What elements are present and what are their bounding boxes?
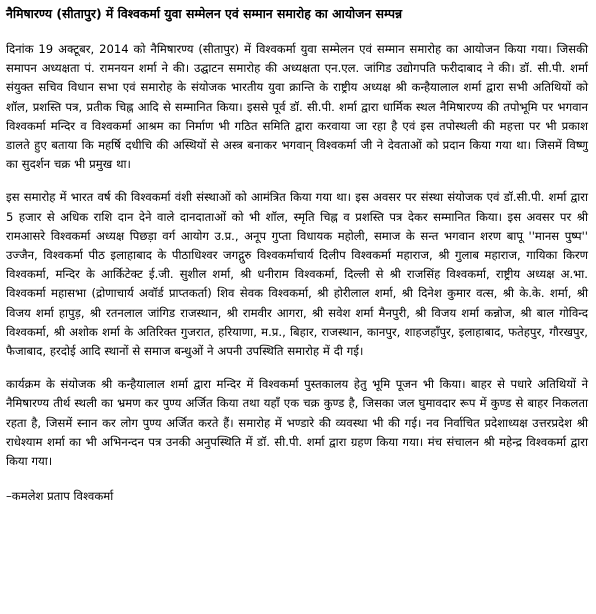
article-paragraph-1: दिनांक 19 अक्टूबर, 2014 को नैमिषारण्य (सीतापुर) में विश्वकर्मा युवा सम्मेलन एवं सम्मान समारोह का आयोजन किया गया। जिसकी समापन अध्यक्षता पं. रामनयन शर्मा ने की। उद्घाटन समारोह की अध्यक्षता एन.एल. जांगिड उद्योगपति फरीदाबाद ने की। डॉ. सी.पी. शर्मा संयुक्त सचिव विधान सभा एवं समारोह के संयोजक भारतीय युवा क्रान्ति के राष्ट्रीय अध्यक्ष श्री कन्हैयालाल शर्मा द्वारा सभी अतिथियों को शॉल, प्रशस्ति पत्र, प्रतीक चिह्न आदि से सम्मानित किया। इससे पूर्व डॉ. सी.पी. शर्मा द्वारा धार्मिक स्थल नैमिषारण्य की तपोभूमि पर भगवान विश्वकर्मा मन्दिर व विश्वकर्मा आश्रम का निर्माण भी गठित समिति द्वारा करवाया जा रहा है एवं इस तपोस्थली की महत्ता पर भी प्रकाश डालते हुए बताया कि महर्षि दधीचि की अस्थियों से अस्त्र बनाकर भगवान् विश्वकर्मा जी ने देवताओं को प्रदान किया गया था। जिसमें विष्णु का सुदर्शन चक्र भी प्रमुख था।: [6, 42, 588, 172]
author-signature: –कमलेश प्रताप विश्वकर्मा: [6, 489, 114, 504]
article-paragraph-2: इस समारोह में भारत वर्ष की विश्वकर्मा वंशी संस्थाओं को आमंत्रित किया गया था। इस अवसर पर संस्था संयोजक एवं डॉ.सी.पी. शर्मा द्वारा 5 हजार से अधिक राशि दान देने वाले दानदाताओं को भी शॉल, स्मृति चिह्न व प्रशस्ति पत्र देकर सम्मानित किया। इस अवसर पर श्री रामआसरे विश्वकर्मा अध्यक्ष पिछड़ा वर्ग आयोग उ.प्र., अनूप गुप्ता विधायक महोली, समाज के सन्त भगवान शरण बापू ''मानस पुष्प'' उज्जैन, विश्वकर्मा पीठ इलाहाबाद के पीठाधिश्वर जगद्गुरु विश्वकर्माचार्य दिलीप विश्वकर्मा महाराज, श्री गुलाब महाराज, गायिका किरण विश्वकर्मा, मन्दिर के आर्किटेक्ट ई.जी. सुशील शर्मा, श्री धनीराम विश्वकर्मा, दिल्ली से श्री राजसिंह विश्वकर्मा, राष्ट्रीय अध्यक्ष अ.भा. विश्वकर्मा महासभा (द्रोणाचार्य अवॉर्ड प्राप्तकर्ता) शिव सेवक विश्वकर्मा, श्री होरीलाल शर्मा, श्री दिनेश कुमार वत्स, श्री के.के. शर्मा, श्री विजय शर्मा हापुड़, श्री रतनलाल जांगिड राजस्थान, श्री रामवीर आगरा, श्री सवेश शर्मा मैनपुरी, श्री विजय शर्मा कन्नोज, श्री बाल गोविन्द विश्वकर्मा, श्री अशोक शर्मा के अतिरिक्त गुजरात, हरियाणा, म.प्र., बिहार, राजस्थान, कानपुर, शाहजहाँपुर, इलाहाबाद, फतेहपुर, गौरखपुर, फैजाबाद, हरदोई आदि स्थानों से समाज बन्धुओं ने अपनी उपस्थिति समारोह में दी गई।: [6, 190, 588, 359]
article-paragraph-3: कार्यक्रम के संयोजक श्री कन्हैयालाल शर्मा द्वारा मन्दिर में विश्वकर्मा पुस्तकालय हेतु भूमि पूजन भी किया। बाहर से पधारे अतिथियों ने नैमिषारण्य तीर्थ स्थली का भ्रमण कर पुण्य अर्जित किया तथा यहाँ एक चक्र कुण्ड है, जिसका जल घुमावदार रूप में कुण्ड से बाहर निकलता रहता है, जिसमें स्नान कर लोग पुण्य अर्जित करते हैं। समारोह में भण्डारे की व्यवस्था भी की गई। नव निर्वाचित प्रदेशाध्यक्ष उत्तरप्रदेश श्री राधेश्याम शर्मा का भी अभिनन्दन पत्र उनकी अनुपस्थिति में डॉ. सी.पी. शर्मा द्वारा ग्रहण किया गया। मंच संचालन श्री महेन्द्र विश्वकर्मा द्वारा किया गया।: [6, 377, 588, 469]
article-title: नैमिषारण्य (सीतापुर) में विश्वकर्मा युवा सम्मेलन एवं सम्मान समारोह का आयोजन सम्पन्न: [6, 6, 403, 21]
